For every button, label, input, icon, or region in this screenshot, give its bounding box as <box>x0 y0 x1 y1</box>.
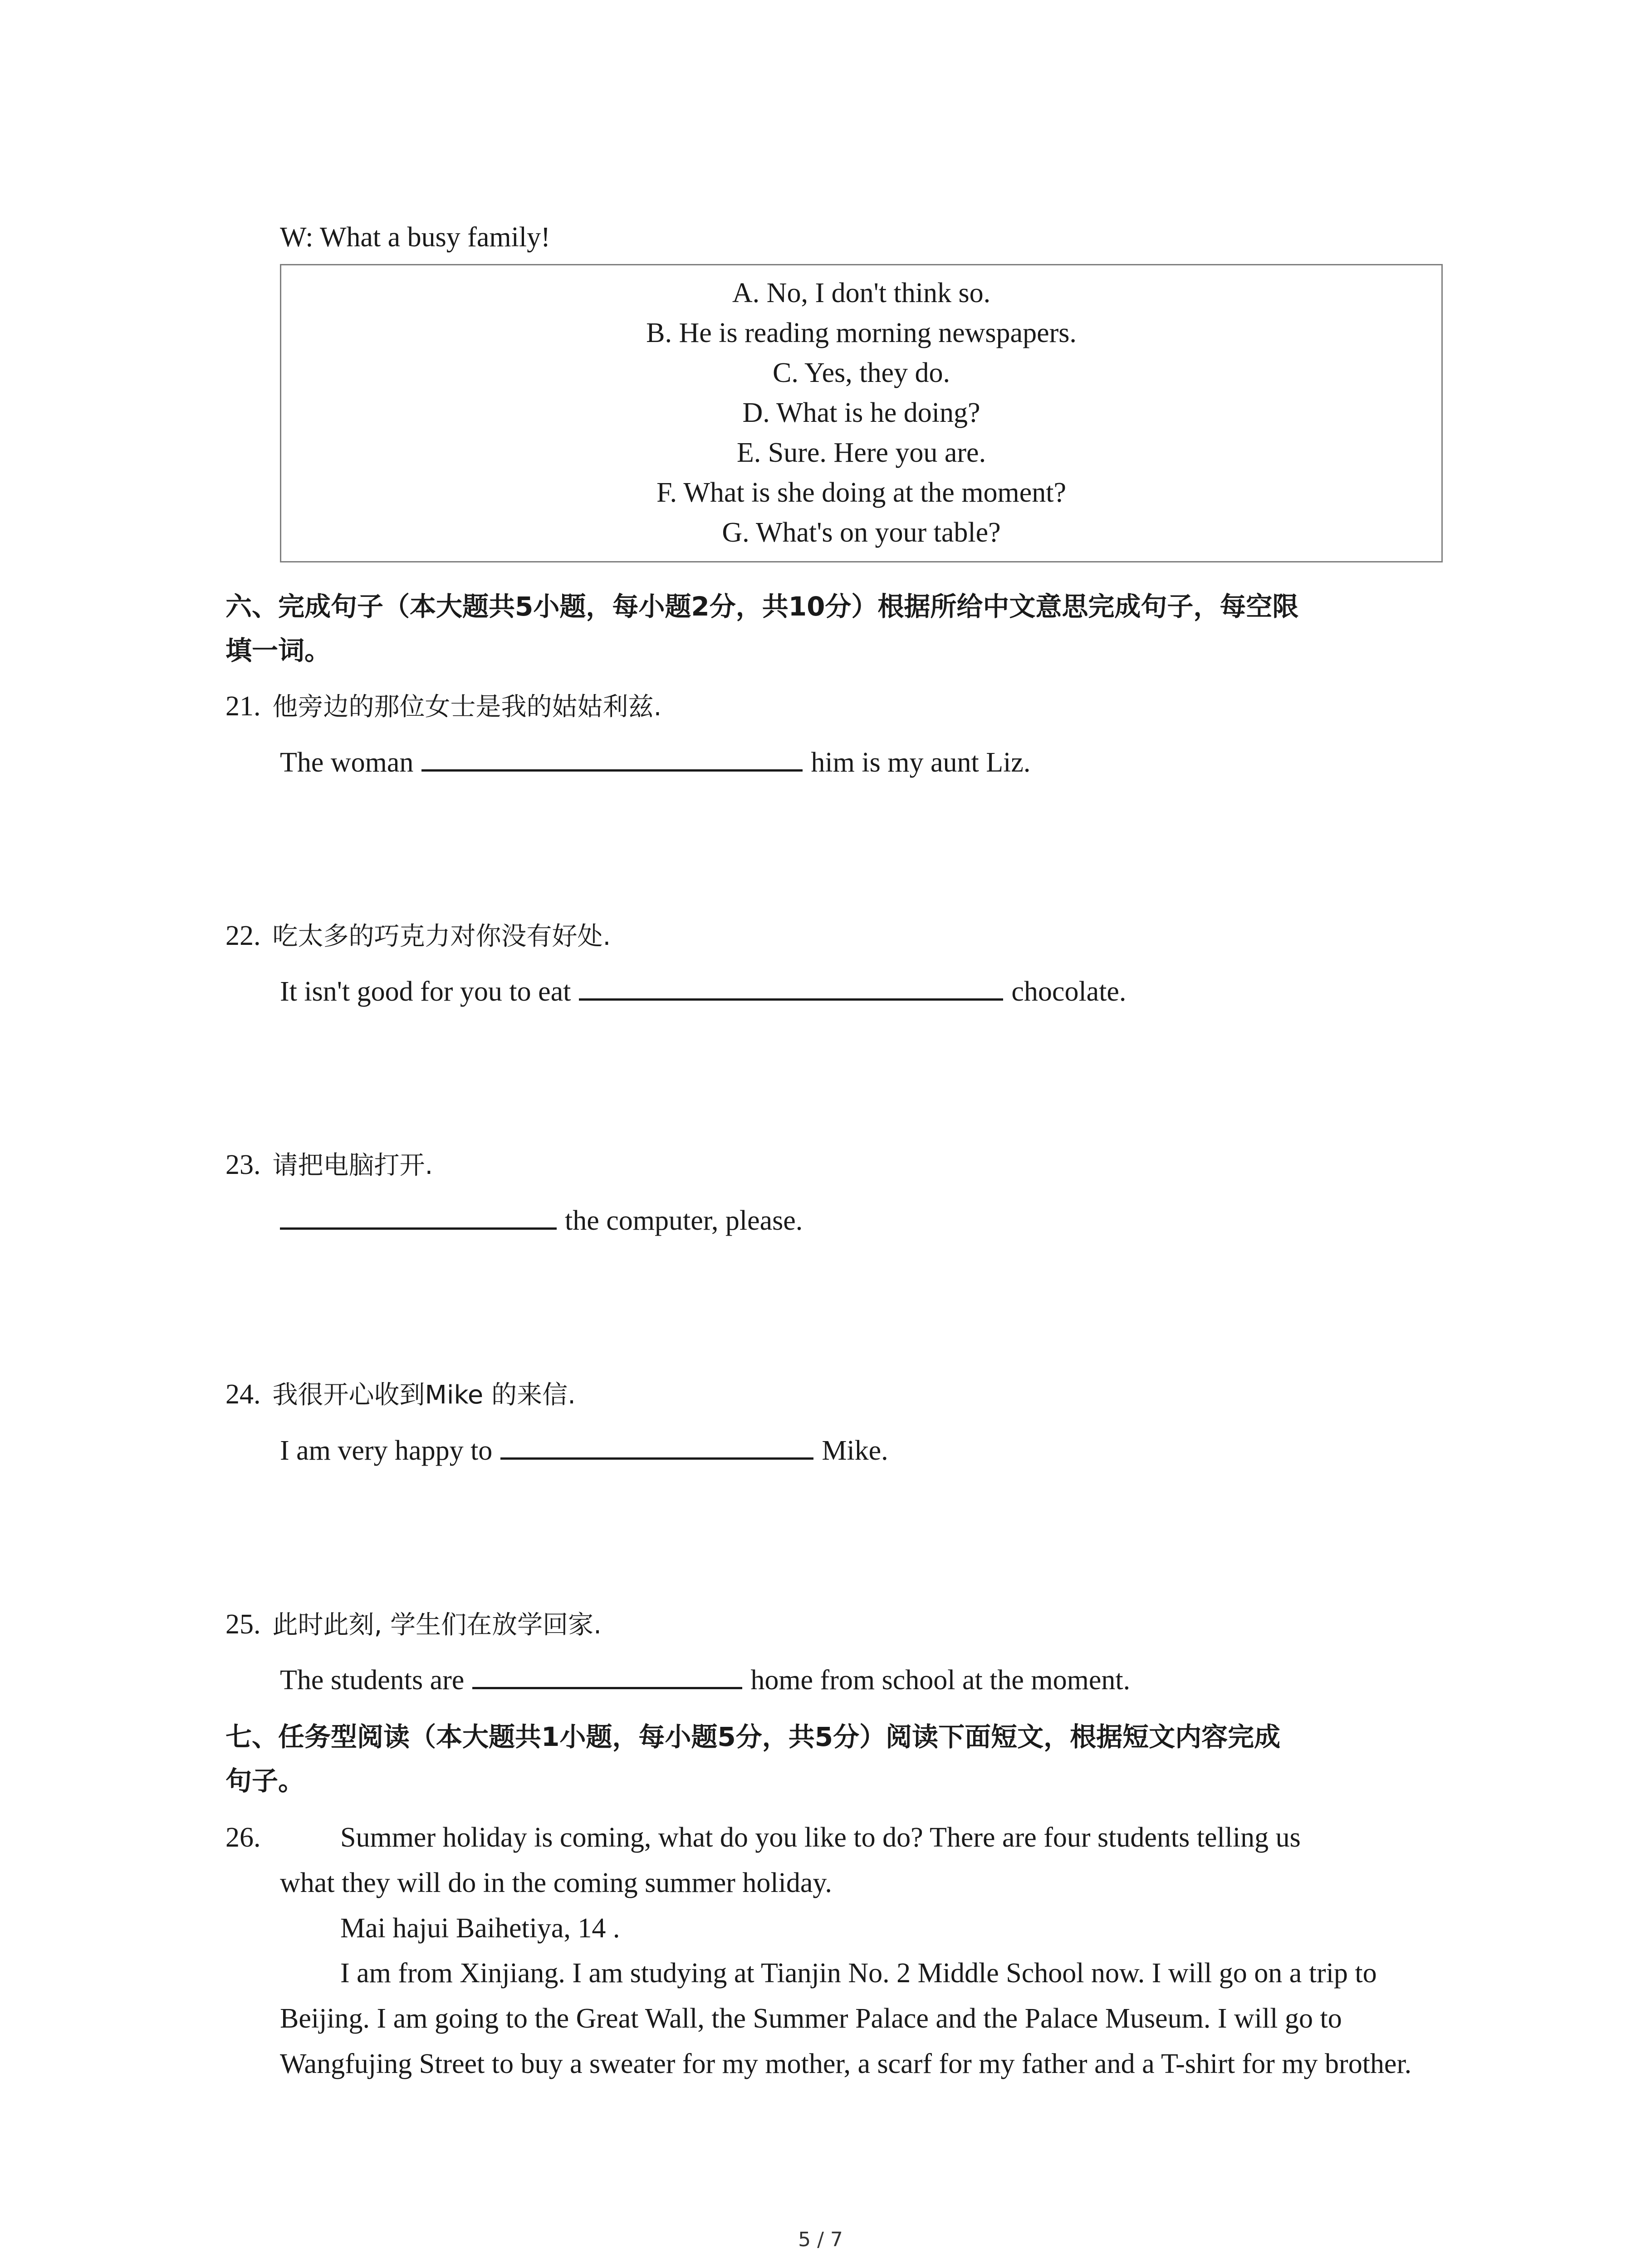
question-number: 25. <box>225 1609 261 1640</box>
question-23-prompt <box>225 1151 433 1179</box>
question-26-number: 26. <box>225 1822 261 1853</box>
question-number: 22. <box>225 920 261 951</box>
passage-first-line: Summer holiday is coming, what do you like to do? There are four students telling us <box>340 1822 1301 1853</box>
question-25-prompt <box>225 1610 602 1638</box>
section6-heading-line2: 填一词。 <box>225 635 331 666</box>
question-chinese: 我很开心收到Mike 的来信. <box>272 1380 576 1410</box>
sentence-after: chocolate. <box>1011 976 1127 1007</box>
option-b: B. He is reading morning newspapers. <box>646 318 1077 348</box>
sentence-after: Mike. <box>822 1435 888 1466</box>
section7-heading-line1: 七、任务型阅读（本大题共1小题，每小题5分，共5分）阅读下面短文，根据短文内容完成 <box>225 1721 1281 1752</box>
answer-blank[interactable] <box>579 973 1003 1001</box>
sentence-before: The students are <box>280 1665 465 1696</box>
question-21-prompt <box>225 692 661 720</box>
section6-heading-line1: 六、完成句子（本大题共5小题，每小题2分，共10分）根据所给中文意思完成句子，每空限 <box>225 591 1299 622</box>
answer-blank[interactable] <box>421 744 803 772</box>
question-25-sentence <box>280 1662 1130 1694</box>
passage-second-line: what they will do in the coming summer holiday. <box>280 1867 832 1898</box>
answer-blank[interactable] <box>500 1432 813 1460</box>
option-g: G. What's on your table? <box>722 517 1001 548</box>
sentence-after: home from school at the moment. <box>750 1665 1131 1696</box>
question-24-sentence <box>280 1432 888 1465</box>
dialogue-line: W: What a busy family! <box>280 222 550 253</box>
answer-blank[interactable] <box>280 1202 557 1230</box>
option-f: F. What is she doing at the moment? <box>656 477 1067 508</box>
question-chinese: 他旁边的那位女士是我的姑姑利兹. <box>272 692 662 722</box>
question-number: 24. <box>225 1379 261 1410</box>
option-c: C. Yes, they do. <box>772 357 950 388</box>
option-e: E. Sure. Here you are. <box>736 437 986 468</box>
sentence-before: It isn't good for you to eat <box>280 976 571 1007</box>
passage-body: I am from Xinjiang. I am studying at Tianjin No. 2 Middle School now. I will go on a trip to Beijing. I am going to the Great Wall, the Summer Palace and the Palace Museum. I will go to Wangfujing Street to buy a sweater for my mother, a scarf for my father and a T-shirt for my brother. <box>280 1958 1412 2079</box>
question-22-sentence <box>280 973 1126 1006</box>
question-22-prompt <box>225 922 611 950</box>
page-number: 5 / 7 <box>798 2228 843 2251</box>
section7-heading-line2: 句子。 <box>225 1765 305 1796</box>
sentence-after: the computer, please. <box>565 1205 803 1236</box>
option-a: A. No, I don't think so. <box>732 278 991 308</box>
sentence-before: The woman <box>280 747 414 778</box>
passage-name-line: Mai hajui Baihetiya, 14 . <box>340 1913 620 1944</box>
question-number: 21. <box>225 691 261 722</box>
option-d: D. What is he doing? <box>742 397 980 428</box>
question-chinese: 吃太多的巧克力对你没有好处. <box>272 922 611 951</box>
sentence-before: I am very happy to <box>280 1435 493 1466</box>
question-21-sentence <box>280 744 1030 777</box>
options-box <box>280 264 1443 562</box>
question-chinese: 此时此刻, 学生们在放学回家. <box>272 1610 602 1640</box>
question-chinese: 请把电脑打开. <box>272 1151 433 1180</box>
question-number: 23. <box>225 1149 261 1180</box>
answer-blank[interactable] <box>472 1662 742 1689</box>
question-23-sentence <box>280 1202 803 1235</box>
question-24-prompt <box>225 1380 576 1408</box>
sentence-after: him is my aunt Liz. <box>811 747 1031 778</box>
